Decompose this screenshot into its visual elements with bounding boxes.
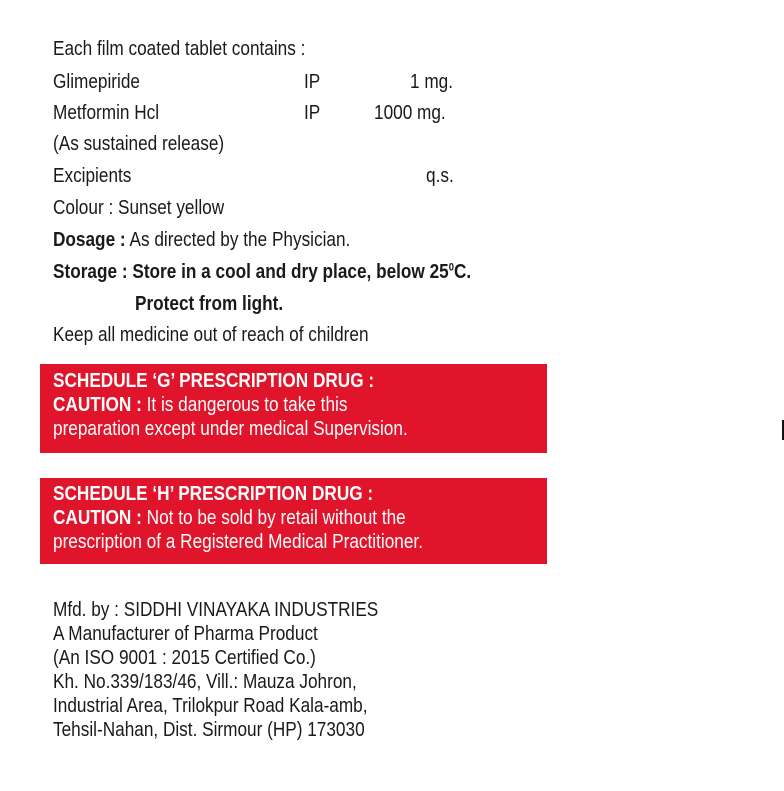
manufacturer-line: A Manufacturer of Pharma Product xyxy=(53,623,318,645)
caution-text: Not to be sold by retail without the xyxy=(146,507,406,529)
excipients-amount: q.s. xyxy=(426,165,454,187)
dosage-text: As directed by the Physician. xyxy=(129,229,351,251)
caution-label: CAUTION : xyxy=(53,507,142,529)
dosage-separator: : xyxy=(119,229,126,251)
ingredient-standard: IP xyxy=(304,102,321,124)
schedule-g-line-3: preparation except under medical Supervision. xyxy=(53,418,408,440)
composition-intro: Each film coated tablet contains : xyxy=(53,38,306,60)
storage-label: Storage xyxy=(53,261,118,283)
ingredient-standard: IP xyxy=(304,71,321,93)
storage-line-2: Protect from light. xyxy=(135,293,284,315)
manufacturer-line: Kh. No.339/183/46, Vill.: Mauza Johron, xyxy=(53,671,357,693)
storage-text: Store in a cool and dry place, below 25 xyxy=(132,261,449,283)
ingredient-name: Glimepiride xyxy=(53,71,140,93)
caution-label: CAUTION : xyxy=(53,394,142,416)
ingredient-amount: 1000 mg. xyxy=(374,102,446,124)
schedule-h-line-3: prescription of a Registered Medical Practitioner. xyxy=(53,531,423,553)
storage-separator: : xyxy=(121,261,128,283)
dosage-line xyxy=(53,228,399,252)
dosage-label: Dosage xyxy=(53,229,116,251)
schedule-h-heading: SCHEDULE ‘H’ PRESCRIPTION DRUG : xyxy=(53,483,374,505)
schedule-g-caution xyxy=(53,393,547,417)
manufacturer-line: Tehsil-Nahan, Dist. Sirmour (HP) 173030 xyxy=(53,719,365,741)
manufacturer-line: Mfd. by : SIDDHI VINAYAKA INDUSTRIES xyxy=(53,599,379,621)
ingredient-amount: 1 mg. xyxy=(410,71,454,93)
degree-symbol: 0 xyxy=(448,261,455,274)
schedule-g-warning xyxy=(40,364,547,453)
release-note: (As sustained release) xyxy=(53,133,225,155)
ingredient-name: Metformin Hcl xyxy=(53,102,160,124)
manufacturer-line: (An ISO 9001 : 2015 Certified Co.) xyxy=(53,647,316,669)
storage-unit: C. xyxy=(454,261,472,283)
manufacturer-line: Industrial Area, Trilokpur Road Kala-amb, xyxy=(53,695,368,717)
keep-away-notice: Keep all medicine out of reach of children xyxy=(53,324,369,346)
excipients-name: Excipients xyxy=(53,165,132,187)
schedule-h-caution xyxy=(53,506,547,530)
storage-line xyxy=(53,260,539,284)
colour-line: Colour : Sunset yellow xyxy=(53,197,225,219)
caution-text: It is dangerous to take this xyxy=(146,394,348,416)
schedule-g-heading: SCHEDULE ‘G’ PRESCRIPTION DRUG : xyxy=(53,370,375,392)
schedule-h-warning xyxy=(40,478,547,564)
